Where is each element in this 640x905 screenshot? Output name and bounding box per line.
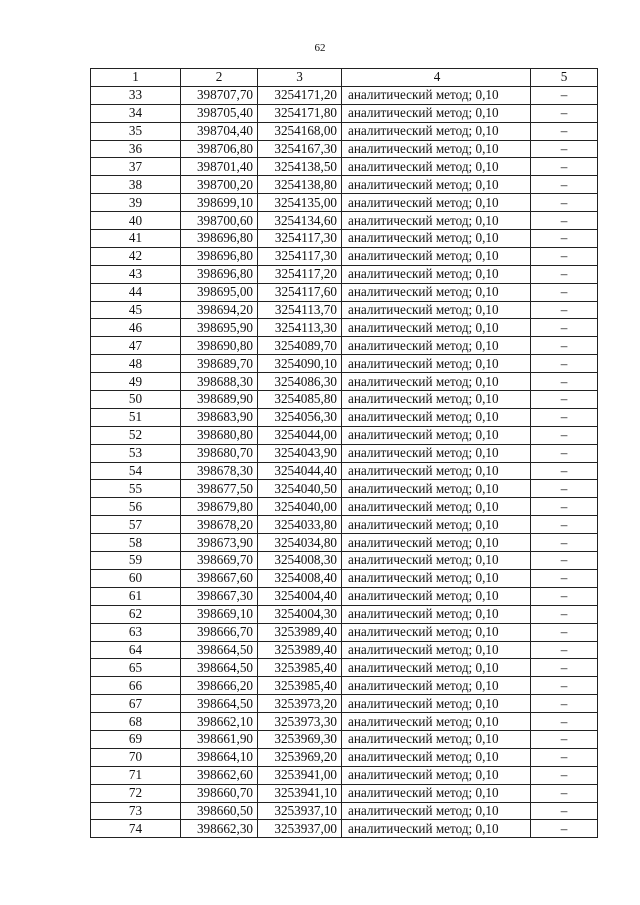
method-accuracy-cell: аналитический метод; 0,10: [342, 319, 531, 337]
table-row: [91, 605, 598, 623]
table-header: [91, 69, 598, 87]
table-row: [91, 713, 598, 731]
method-accuracy-cell: аналитический метод; 0,10: [342, 569, 531, 587]
note-cell: –: [531, 677, 598, 695]
x-coordinate-cell: 398673,90: [181, 534, 258, 552]
y-coordinate-cell: 3254004,40: [258, 587, 342, 605]
method-accuracy-cell: аналитический метод; 0,10: [342, 498, 531, 516]
table-row: [91, 462, 598, 480]
method-accuracy-cell: аналитический метод; 0,10: [342, 355, 531, 373]
method-accuracy-cell: аналитический метод; 0,10: [342, 176, 531, 194]
point-number-cell: 62: [91, 605, 181, 623]
point-number-cell: 73: [91, 802, 181, 820]
table-row: [91, 391, 598, 409]
point-number-cell: 64: [91, 641, 181, 659]
x-coordinate-cell: 398695,90: [181, 319, 258, 337]
method-accuracy-cell: аналитический метод; 0,10: [342, 230, 531, 248]
note-cell: –: [531, 569, 598, 587]
x-coordinate-cell: 398662,30: [181, 820, 258, 838]
x-coordinate-cell: 398666,70: [181, 623, 258, 641]
point-number-cell: 54: [91, 462, 181, 480]
table-row: [91, 265, 598, 283]
method-accuracy-cell: аналитический метод; 0,10: [342, 784, 531, 802]
note-cell: –: [531, 802, 598, 820]
x-coordinate-cell: 398662,10: [181, 713, 258, 731]
point-number-cell: 74: [91, 820, 181, 838]
note-cell: –: [531, 462, 598, 480]
x-coordinate-cell: 398669,70: [181, 552, 258, 570]
y-coordinate-cell: 3253941,00: [258, 766, 342, 784]
note-cell: –: [531, 695, 598, 713]
x-coordinate-cell: 398700,20: [181, 176, 258, 194]
table-row: [91, 158, 598, 176]
method-accuracy-cell: аналитический метод; 0,10: [342, 659, 531, 677]
y-coordinate-cell: 3254089,70: [258, 337, 342, 355]
method-accuracy-cell: аналитический метод; 0,10: [342, 730, 531, 748]
x-coordinate-cell: 398704,40: [181, 122, 258, 140]
point-number-cell: 39: [91, 194, 181, 212]
y-coordinate-cell: 3254168,00: [258, 122, 342, 140]
point-number-cell: 58: [91, 534, 181, 552]
note-cell: –: [531, 605, 598, 623]
method-accuracy-cell: аналитический метод; 0,10: [342, 766, 531, 784]
point-number-cell: 61: [91, 587, 181, 605]
point-number-cell: 36: [91, 140, 181, 158]
table-row: [91, 426, 598, 444]
note-cell: –: [531, 641, 598, 659]
table-row: [91, 820, 598, 838]
note-cell: –: [531, 444, 598, 462]
x-coordinate-cell: 398667,30: [181, 587, 258, 605]
table-row: [91, 623, 598, 641]
y-coordinate-cell: 3254113,70: [258, 301, 342, 319]
note-cell: –: [531, 426, 598, 444]
x-coordinate-cell: 398707,70: [181, 86, 258, 104]
table-row: [91, 122, 598, 140]
note-cell: –: [531, 194, 598, 212]
method-accuracy-cell: аналитический метод; 0,10: [342, 373, 531, 391]
note-cell: –: [531, 623, 598, 641]
y-coordinate-cell: 3254134,60: [258, 212, 342, 230]
y-coordinate-cell: 3253973,20: [258, 695, 342, 713]
y-coordinate-cell: 3254086,30: [258, 373, 342, 391]
y-coordinate-cell: 3254117,20: [258, 265, 342, 283]
method-accuracy-cell: аналитический метод; 0,10: [342, 444, 531, 462]
table-row: [91, 319, 598, 337]
method-accuracy-cell: аналитический метод; 0,10: [342, 480, 531, 498]
point-number-cell: 51: [91, 408, 181, 426]
method-accuracy-cell: аналитический метод; 0,10: [342, 534, 531, 552]
table-row: [91, 695, 598, 713]
y-coordinate-cell: 3254033,80: [258, 516, 342, 534]
x-coordinate-cell: 398706,80: [181, 140, 258, 158]
table-row: [91, 641, 598, 659]
table-row: [91, 283, 598, 301]
point-number-cell: 60: [91, 569, 181, 587]
point-number-cell: 48: [91, 355, 181, 373]
point-number-cell: 42: [91, 247, 181, 265]
note-cell: –: [531, 140, 598, 158]
x-coordinate-cell: 398696,80: [181, 247, 258, 265]
y-coordinate-cell: 3254138,80: [258, 176, 342, 194]
note-cell: –: [531, 122, 598, 140]
point-number-cell: 68: [91, 713, 181, 731]
method-accuracy-cell: аналитический метод; 0,10: [342, 408, 531, 426]
point-number-cell: 67: [91, 695, 181, 713]
table-row: [91, 802, 598, 820]
table-row: [91, 176, 598, 194]
y-coordinate-cell: 3254034,80: [258, 534, 342, 552]
x-coordinate-cell: 398689,90: [181, 391, 258, 409]
table-row: [91, 194, 598, 212]
method-accuracy-cell: аналитический метод; 0,10: [342, 337, 531, 355]
x-coordinate-cell: 398701,40: [181, 158, 258, 176]
y-coordinate-cell: 3253985,40: [258, 677, 342, 695]
method-accuracy-cell: аналитический метод; 0,10: [342, 426, 531, 444]
table-row: [91, 140, 598, 158]
x-coordinate-cell: 398690,80: [181, 337, 258, 355]
note-cell: –: [531, 212, 598, 230]
method-accuracy-cell: аналитический метод; 0,10: [342, 695, 531, 713]
table-row: [91, 373, 598, 391]
note-cell: –: [531, 86, 598, 104]
note-cell: –: [531, 534, 598, 552]
y-coordinate-cell: 3253969,30: [258, 730, 342, 748]
table-row: [91, 247, 598, 265]
x-coordinate-cell: 398661,90: [181, 730, 258, 748]
method-accuracy-cell: аналитический метод; 0,10: [342, 301, 531, 319]
point-number-cell: 66: [91, 677, 181, 695]
method-accuracy-cell: аналитический метод; 0,10: [342, 587, 531, 605]
y-coordinate-cell: 3254056,30: [258, 408, 342, 426]
note-cell: –: [531, 820, 598, 838]
note-cell: –: [531, 659, 598, 677]
note-cell: –: [531, 373, 598, 391]
point-number-cell: 63: [91, 623, 181, 641]
y-coordinate-cell: 3253985,40: [258, 659, 342, 677]
y-coordinate-cell: 3254138,50: [258, 158, 342, 176]
x-coordinate-cell: 398664,50: [181, 695, 258, 713]
method-accuracy-cell: аналитический метод; 0,10: [342, 265, 531, 283]
point-number-cell: 46: [91, 319, 181, 337]
table-row: [91, 569, 598, 587]
x-coordinate-cell: 398662,60: [181, 766, 258, 784]
table-row: [91, 498, 598, 516]
table-row: [91, 552, 598, 570]
table-row: [91, 408, 598, 426]
x-coordinate-cell: 398680,70: [181, 444, 258, 462]
note-cell: –: [531, 713, 598, 731]
y-coordinate-cell: 3254117,60: [258, 283, 342, 301]
point-number-cell: 45: [91, 301, 181, 319]
y-coordinate-cell: 3253937,00: [258, 820, 342, 838]
point-number-cell: 37: [91, 158, 181, 176]
table-row: [91, 212, 598, 230]
table-row: [91, 444, 598, 462]
method-accuracy-cell: аналитический метод; 0,10: [342, 194, 531, 212]
y-coordinate-cell: 3254043,90: [258, 444, 342, 462]
method-accuracy-cell: аналитический метод; 0,10: [342, 283, 531, 301]
x-coordinate-cell: 398695,00: [181, 283, 258, 301]
method-accuracy-cell: аналитический метод; 0,10: [342, 605, 531, 623]
table-row: [91, 337, 598, 355]
note-cell: –: [531, 408, 598, 426]
point-number-cell: 59: [91, 552, 181, 570]
y-coordinate-cell: 3254085,80: [258, 391, 342, 409]
method-accuracy-cell: аналитический метод; 0,10: [342, 391, 531, 409]
note-cell: –: [531, 748, 598, 766]
note-cell: –: [531, 158, 598, 176]
x-coordinate-cell: 398696,80: [181, 230, 258, 248]
note-cell: –: [531, 480, 598, 498]
x-coordinate-cell: 398669,10: [181, 605, 258, 623]
note-cell: –: [531, 766, 598, 784]
y-coordinate-cell: 3254040,00: [258, 498, 342, 516]
method-accuracy-cell: аналитический метод; 0,10: [342, 516, 531, 534]
note-cell: –: [531, 552, 598, 570]
x-coordinate-cell: 398660,50: [181, 802, 258, 820]
note-cell: –: [531, 176, 598, 194]
table-row: [91, 86, 598, 104]
y-coordinate-cell: 3254113,30: [258, 319, 342, 337]
table-row: [91, 301, 598, 319]
header-row: [91, 69, 598, 87]
note-cell: –: [531, 230, 598, 248]
x-coordinate-cell: 398689,70: [181, 355, 258, 373]
y-coordinate-cell: 3253937,10: [258, 802, 342, 820]
note-cell: –: [531, 730, 598, 748]
point-number-cell: 72: [91, 784, 181, 802]
x-coordinate-cell: 398667,60: [181, 569, 258, 587]
point-number-cell: 50: [91, 391, 181, 409]
header-col-1: 1: [91, 69, 181, 87]
point-number-cell: 57: [91, 516, 181, 534]
x-coordinate-cell: 398679,80: [181, 498, 258, 516]
note-cell: –: [531, 319, 598, 337]
point-number-cell: 70: [91, 748, 181, 766]
method-accuracy-cell: аналитический метод; 0,10: [342, 122, 531, 140]
point-number-cell: 33: [91, 86, 181, 104]
note-cell: –: [531, 301, 598, 319]
x-coordinate-cell: 398664,10: [181, 748, 258, 766]
y-coordinate-cell: 3253989,40: [258, 623, 342, 641]
method-accuracy-cell: аналитический метод; 0,10: [342, 212, 531, 230]
table-row: [91, 587, 598, 605]
y-coordinate-cell: 3254040,50: [258, 480, 342, 498]
method-accuracy-cell: аналитический метод; 0,10: [342, 140, 531, 158]
method-accuracy-cell: аналитический метод; 0,10: [342, 713, 531, 731]
x-coordinate-cell: 398678,30: [181, 462, 258, 480]
point-number-cell: 65: [91, 659, 181, 677]
point-number-cell: 41: [91, 230, 181, 248]
y-coordinate-cell: 3254044,40: [258, 462, 342, 480]
method-accuracy-cell: аналитический метод; 0,10: [342, 748, 531, 766]
x-coordinate-cell: 398683,90: [181, 408, 258, 426]
point-number-cell: 56: [91, 498, 181, 516]
x-coordinate-cell: 398660,70: [181, 784, 258, 802]
header-col-4: 4: [342, 69, 531, 87]
y-coordinate-cell: 3254117,30: [258, 247, 342, 265]
note-cell: –: [531, 355, 598, 373]
point-number-cell: 52: [91, 426, 181, 444]
x-coordinate-cell: 398699,10: [181, 194, 258, 212]
table-row: [91, 355, 598, 373]
point-number-cell: 47: [91, 337, 181, 355]
point-number-cell: 44: [91, 283, 181, 301]
y-coordinate-cell: 3254117,30: [258, 230, 342, 248]
y-coordinate-cell: 3254090,10: [258, 355, 342, 373]
note-cell: –: [531, 247, 598, 265]
x-coordinate-cell: 398664,50: [181, 659, 258, 677]
x-coordinate-cell: 398680,80: [181, 426, 258, 444]
table-row: [91, 659, 598, 677]
table-row: [91, 104, 598, 122]
method-accuracy-cell: аналитический метод; 0,10: [342, 158, 531, 176]
point-number-cell: 53: [91, 444, 181, 462]
y-coordinate-cell: 3254171,20: [258, 86, 342, 104]
y-coordinate-cell: 3254008,30: [258, 552, 342, 570]
method-accuracy-cell: аналитический метод; 0,10: [342, 462, 531, 480]
point-number-cell: 34: [91, 104, 181, 122]
coordinates-table: [90, 68, 598, 838]
method-accuracy-cell: аналитический метод; 0,10: [342, 677, 531, 695]
note-cell: –: [531, 265, 598, 283]
x-coordinate-cell: 398694,20: [181, 301, 258, 319]
table-row: [91, 766, 598, 784]
method-accuracy-cell: аналитический метод; 0,10: [342, 623, 531, 641]
table-row: [91, 534, 598, 552]
x-coordinate-cell: 398677,50: [181, 480, 258, 498]
table-row: [91, 480, 598, 498]
note-cell: –: [531, 516, 598, 534]
method-accuracy-cell: аналитический метод; 0,10: [342, 104, 531, 122]
y-coordinate-cell: 3254044,00: [258, 426, 342, 444]
table-row: [91, 230, 598, 248]
method-accuracy-cell: аналитический метод; 0,10: [342, 86, 531, 104]
note-cell: –: [531, 391, 598, 409]
point-number-cell: 35: [91, 122, 181, 140]
point-number-cell: 43: [91, 265, 181, 283]
table-row: [91, 730, 598, 748]
y-coordinate-cell: 3253969,20: [258, 748, 342, 766]
x-coordinate-cell: 398696,80: [181, 265, 258, 283]
y-coordinate-cell: 3254171,80: [258, 104, 342, 122]
y-coordinate-cell: 3253989,40: [258, 641, 342, 659]
x-coordinate-cell: 398700,60: [181, 212, 258, 230]
point-number-cell: 40: [91, 212, 181, 230]
header-col-3: 3: [258, 69, 342, 87]
y-coordinate-cell: 3254008,40: [258, 569, 342, 587]
table-row: [91, 748, 598, 766]
table-row: [91, 677, 598, 695]
x-coordinate-cell: 398678,20: [181, 516, 258, 534]
method-accuracy-cell: аналитический метод; 0,10: [342, 820, 531, 838]
x-coordinate-cell: 398688,30: [181, 373, 258, 391]
point-number-cell: 55: [91, 480, 181, 498]
note-cell: –: [531, 337, 598, 355]
method-accuracy-cell: аналитический метод; 0,10: [342, 247, 531, 265]
table-row: [91, 516, 598, 534]
note-cell: –: [531, 104, 598, 122]
point-number-cell: 38: [91, 176, 181, 194]
y-coordinate-cell: 3254135,00: [258, 194, 342, 212]
y-coordinate-cell: 3254004,30: [258, 605, 342, 623]
y-coordinate-cell: 3253941,10: [258, 784, 342, 802]
page-number: 62: [314, 42, 326, 54]
point-number-cell: 69: [91, 730, 181, 748]
table-body: [91, 86, 598, 837]
header-col-2: 2: [181, 69, 258, 87]
y-coordinate-cell: 3253973,30: [258, 713, 342, 731]
table-row: [91, 784, 598, 802]
note-cell: –: [531, 784, 598, 802]
header-col-5: 5: [531, 69, 598, 87]
x-coordinate-cell: 398705,40: [181, 104, 258, 122]
point-number-cell: 71: [91, 766, 181, 784]
y-coordinate-cell: 3254167,30: [258, 140, 342, 158]
note-cell: –: [531, 587, 598, 605]
note-cell: –: [531, 283, 598, 301]
method-accuracy-cell: аналитический метод; 0,10: [342, 802, 531, 820]
method-accuracy-cell: аналитический метод; 0,10: [342, 641, 531, 659]
x-coordinate-cell: 398666,20: [181, 677, 258, 695]
x-coordinate-cell: 398664,50: [181, 641, 258, 659]
method-accuracy-cell: аналитический метод; 0,10: [342, 552, 531, 570]
point-number-cell: 49: [91, 373, 181, 391]
note-cell: –: [531, 498, 598, 516]
